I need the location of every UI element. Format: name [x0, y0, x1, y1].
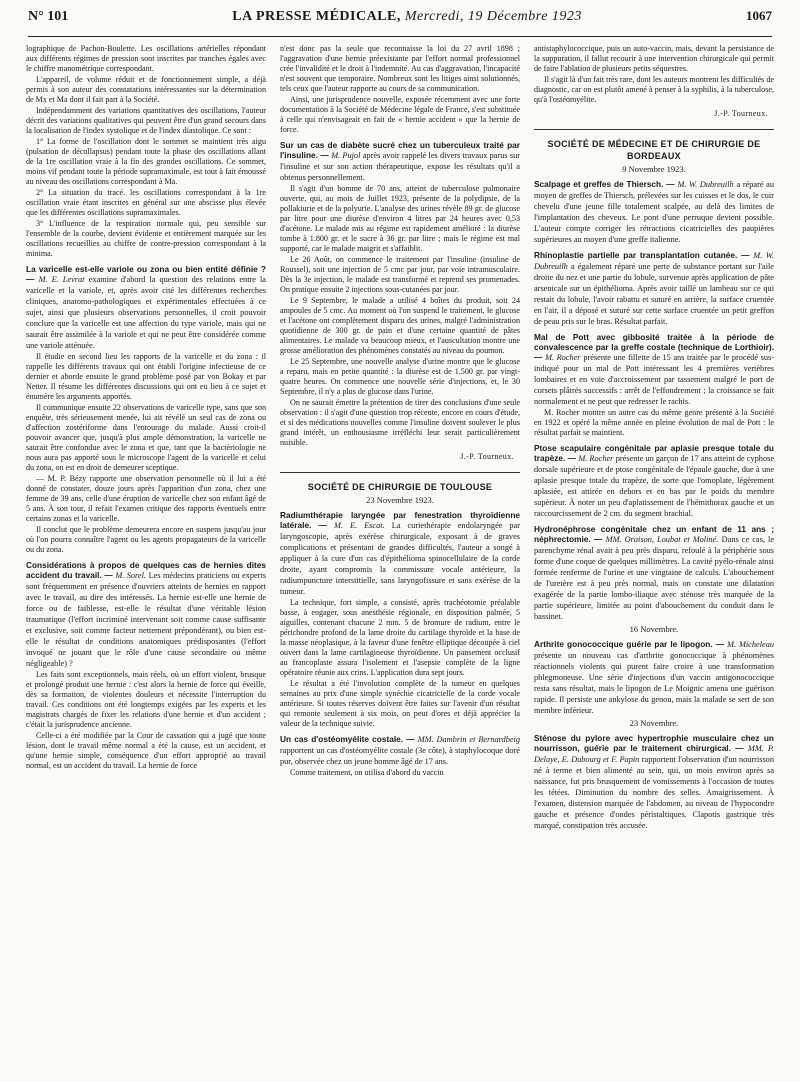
article-title: Rhinoplastie partielle par transplantation cutanée. — [534, 250, 750, 260]
article-title: Scalpage et greffes de Thiersch. — [534, 179, 675, 189]
paragraph: Les faits sont exceptionnels, mais réels, où un effort violent, brusque et prolongé produit une hernie : c'est alors la hernie de force qui éveille, dès sa formation, de violentes douleurs et nécessite l'interruption du travail. Ces conditions ont été longtemps exigées par les experts et les magistrats chargés de fixer les relations d'une hernie et d'un accident ; c'était la jurisprudence ancienne. [26, 670, 266, 729]
article-text: rapportent un cas d'ostéomyélite costale (3e côte), à staphylocoque doré pur, observée chez un jeune homme âgé de 17 ans. [280, 746, 520, 766]
article-author: M. E. Escat. [334, 521, 385, 530]
article-title: Mal de Pott avec gibbosité traitée à la période de convalescence par la greffe costale (technique de Lorthioir). — [534, 332, 774, 362]
paragraph: Le résultat a été l'involution complète de la tumeur en quelques semaines au prix d'une simple synéchie cicatricielle de la corde vocale antérieure. Si toutes réserves doivent être faites sur l'avenir d'un résultat qui remonte seulement à six mois, on peut d'ores et déjà apprécier la valeur de la technique suivie. [280, 679, 520, 728]
paragraph: 3° L'influence de la respiration normale qui, peu sensible sur l'ensemble de la courbe, devient évidente et entièrement marquée sur les oscillations recueillies au chiffre de contre-pression correspondant à la minima. [26, 219, 266, 258]
session-date: 23 Novembre. [629, 718, 679, 728]
article-author: MM. P. Delaye, E. Dubourg et F. Papin [534, 744, 774, 764]
paragraph: On ne saurait émettre la prétention de tirer des conclusions d'une seule observation : il s'agit d'une question trop récente, encore en cours d'étude, et si des médications nouvelles comme l'insuline doivent soulever le plus grand intérêt, un enthousiasme irréfléchi leur serait particulièrement nuisible. [280, 398, 520, 447]
article-heading [534, 332, 774, 407]
article-title: Sténose du pylore avec hypertrophie musculaire chez un nourrisson, guérie par le traitement chirurgical. — [534, 733, 774, 753]
article-author: M. Rocher [545, 353, 581, 362]
paragraph: Il s'agit là d'un fait très rare, dont les auteurs montrent les difficultés de diagnostic, car on est plutôt amené à penser à la syphilis, à la tuberculose, qu'à l'ostéomyélite. [534, 75, 774, 104]
session-date: 23 Novembre 1923. [366, 495, 434, 505]
paragraph: 2° La situation du tracé. les oscillations correspondant à la 1re oscillation vraie étant inscrites en général sur une abscisse plus élevée que les différentes oscillations supramaximales. [26, 188, 266, 217]
article-author: M. Rocher [578, 454, 614, 463]
signature: J.-P. Tourneux. [714, 109, 768, 118]
article-heading [26, 560, 266, 669]
paragraph: 1° La forme de l'oscillation dont le sommet se maintient très aigu (pulsation de décollapsus) pendant toute la phase des oscillations allant de la 1re oscillation vraie à la fin des grandes oscillations. Ce sommet, moins vif pendant toute la période supramaximale, est tout à fait émoussé au niveau des oscillations correspondant à Ma. [26, 137, 266, 186]
article-title: Radiumthérapie laryngée par fenestration thyroïdienne latérale. — [280, 510, 520, 530]
article-author: M. Sorel. [115, 571, 146, 580]
article-title: Hydronéphrose congénitale chez un enfant de 11 ans ; néphrectomie. — [534, 524, 774, 544]
article-text: Les médecins praticiens ou experts sont fréquemment en présence d'ouvriers atteints de hernies en rapport avec le travail, au dire des intéressés. La hernie est-elle une hernie de force ou de faiblesse, est-elle le résultat d'une véritable lésion traumatique (l'effort incriminé intervenant soit comme cause suffisante et exclusive, soit comme facteur nettement prépondérant), ou bien est-elle le résultat de conditions anatomiques prédisposantes (l'effort invoqué ne jouant que le rôle d'une cause secondaire ou même négligeable) ? [26, 571, 266, 668]
paragraph: — M. P. Bézy rapporte une observation personnelle où il lui a été donné de constater, douze jours après l'apparition d'un zona, chez une femme de 39 ans, celle d'une éruption de varicelle chez son enfant âgé de 5 ans. À son tour, il refait l'examen critique des rapports éventuels entre certains zonas et la varicelle. [26, 474, 266, 523]
article-text: a également réparé une perte de substance portant sur l'aile droite du nez et une partie du lobule, survenue après application de pâte arsenicale sur un épithélioma. Après avoir taillé un lambeau sur ce qui restait du lobule, l'avoir rabattu et suturé en arrière, la surface cruentée en l'air, il a déposé et suturé sur cette surface cruentée un petit greffon de peau pris sur le bras. Résultat parfait. [534, 262, 774, 326]
article-text: rapportent l'observation d'un nourrisson né à terme et bien alimenté au sein, qui, un mois environ après sa naissance, fut pris brusquement de vomissements à l'occasion de toutes les tétées. Diminution du nombre des selles. Amaigrissement. À l'examen, distension marquée de l'abdomen, au niveau de l'hypocondre gauche et présence d'ondes péristaltiques. Clapotis gastrique très marqué, constipation très accusée. [534, 755, 774, 830]
article-author: M. W. Dubreuilh [534, 251, 774, 271]
article-heading [26, 264, 266, 351]
article-title: Sur un cas de diabète sucré chez un tuberculeux traité par l'insuline. — [280, 140, 520, 160]
article-heading [534, 639, 774, 716]
article-heading [280, 510, 520, 597]
article-author: M. E. Levrat [38, 275, 85, 284]
journal-title: LA PRESSE MÉDICALE, [232, 9, 401, 24]
article-text: présente un nouveau cas d'arthrite gonococcique à phénomènes réactionnels violents qui purent faire croire à une transformation phlegmoneuse. Une série d'injections d'un vaccin antigonococcique resta sans résultat, mais le lipogon de Le Moignic amena une guérison rapide. Il persiste une ankylose du genou, mais la malade se sert de son membre inférieur. [534, 651, 774, 715]
columns [26, 44, 774, 1070]
session-date: 9 Novembre 1923. [622, 164, 686, 174]
paragraph: Le 26 Août, on commence le traitement par l'insuline (insuline de Roussel), soit une injection de 5 cmc par jour, par voie intramusculaire. Dès la 3e injection, le malade est transformé et reprend ses promenades. On pratique ensuite 2 injections sous-cutanées par jour. [280, 255, 520, 294]
signature: J.-P. Tourneux. [460, 452, 514, 461]
article-author: MM. Dambrin et Bernardbeig [417, 735, 520, 744]
article-heading [534, 524, 774, 622]
article-heading [534, 733, 774, 831]
article-text: a réparé au moyen de greffes de Thiersch, prélevées sur les cuisses et le dos, le cuir chevelu d'une jeune fille totalement scalpée, au delà des limites de l'implantation des cheveux. Le pont d'une perruque devient possible. L'auteur compte corriger les rétractions cicatricielles des paupières supérieures au moyen d'une greffe italienne. [534, 180, 774, 244]
issue-number: N° 101 [28, 9, 69, 24]
paragraph: Il étudie en second lieu les rapports de la varicelle et du zona : il rappelle les différents travaux qui ont établi l'origine infectieuse de ce dernier et aborde ensuite le grand problème posé par von Bokay et par Netter. Il résume les différentes discussions qui ont eu lieu à ce sujet et énumère les arguments apportés. [26, 352, 266, 401]
page-number: 1067 [746, 8, 772, 23]
article-heading [280, 734, 520, 767]
article-text: après avoir rappelé les divers travaux parus sur l'insuline et sur son action thérapeutique, expose les résultats qu'il a obtenus personnellement. [280, 151, 520, 182]
article-title: Considérations à propos de quelques cas de hernies dites accident du travail. — [26, 560, 266, 580]
issue-date: Mercredi, 19 Décembre 1923 [404, 9, 582, 24]
paragraph: Le 9 Septembre, le malade a utilisé 4 boîtes du produit, soit 24 ampoules de 5 cmc. Au moment où l'on suspend le traitement, le glucose et l'acétone ont complètement disparu des urines, malgré l'administration quotidienne de 300 gr. de pain et d'une certaine quantité de pâtes alimentaires. Le malade va beaucoup mieux, et l'auscultation montre une grosse amélioration des phénomènes constatés au niveau du poumon. [280, 296, 520, 355]
paragraph: Il s'agit d'un homme de 70 ans, atteint de tuberculose pulmonaire ouverte, qui, au mois de Juillet 1923, présente de la polydipsie, de la pollakiurie et de la polyurie. L'analyse des urines révèle 89 gr. de glucose par litre pour une diurèse d'environ 4 litres par 24 heures avec 0,53 d'acétone. Le malade mis au régime est rapidement amélioré : la diurèse tombe à 1.800 gr. et le sucre à 36 gr. par litre ; mais le régime est mal supporté, car le malade maigrit et s'affaiblit. [280, 184, 520, 253]
article-title: Un cas d'ostéomyélite costale. — [280, 734, 415, 744]
article-author: M. Pujol [331, 151, 361, 160]
article-title: Arthrite gonococcique guérie par le lipogon. — [534, 639, 725, 649]
article-title: Ptose scapulaire congénitale par aplasie presque totale du trapèze. — [534, 443, 774, 463]
column-2 [280, 44, 520, 1070]
article-author: M. Micheleau [727, 640, 774, 649]
article-text: La curiethérapie endolaryngée par laryngoscopie, après exérèse chirurgicale, exposant à de graves complications et présentant de grandes difficultés, l'auteur a songé à appliquer à la cure d'un cas d'épithélioma spinocellulaire de la corde droite, ayant compromis la commissure vocale antérieure, la radiumpuncture interstitielle, sans laryngofissure et sans exérèse de la tumeur. [280, 521, 520, 596]
article-text: examine d'abord la question des relations entre la varicelle et la variole, et, après avoir cité les différentes recherches cliniques, anatomo-pathologiques et expérimentales effectuées à ce sujet, ainsi que plusieurs observations personnelles, il croit pouvoir conclure que la varicelle est une affection du type variole, mais qui ne saurait être assimilée à la variole et qui ne peut être considérée comme une variole atténuée. [26, 275, 266, 350]
paragraph: n'est donc pas la seule que reconnaisse la loi du 27 avril 1898 ; l'aggravation d'une hernie préexistante par l'effort normal professionnel crée l'invalidité et le droit à l'indemnité. Au cas d'aggravation, l'incapacité n'est souvent que temporaire. Nombreux sont les litiges ainsi solutionnés, tels ceux que l'auteur rapporte au cours de sa communication. [280, 44, 520, 93]
paragraph: Celle-ci a été modifiée par la Cour de cassation qui a jugé que toute lésion, dont le travail même normal a été la cause, est un accident, et qu'une hernie simple, conséquence d'un effort approprié au travail normal, est un accident du travail. La hernie de force [26, 731, 266, 770]
paragraph: Il communique ensuite 22 observations de varicelle type, sans que son enquête, très sérieusement menée, lui ait révélé un seul cas de zona ou d'affection zostériforme dans l'entourage du malade. Aussi croit-il pouvoir avancer que, jusqu'à plus ample démonstration, la varicelle ne saurait être confondue avec le zona et que, tant que la bactériologie ne nous aura pas apporté sous le microscope l'agent de la varicelle et celui du zona, on est en droit de demeurer sceptique. [26, 403, 266, 472]
article-text: présente une fillette de 15 ans traitée par le procédé sus-indiqué pour un mal de Pott intéressant les 4 premières vertèbres lombaires et en voie d'accroissement par tassement malgré le port de corsets plâtrés successifs : arrêt de l'effondrement ; la croissance se fait normalement et ne peut que redresser le rachis. [534, 353, 774, 406]
paragraph: antistaphylococcique, puis un auto-vaccin, mais, devant la persistance de la suppuration, il fallut recourir à une intervention chirurgicale qui permit de faire l'ablation de plusieurs petits séquestres. [534, 44, 774, 73]
session-date: 16 Novembre. [629, 624, 679, 634]
article-text: présente un garçon de 17 ans atteint de cyphose dorsale supérieure et de ptose congénitale de l'épaule gauche, due à une aplasie presque totale du trapèze, de sorte que l'omoplate, légèrement aplasiée, est attirée en dehors et en bas par le poids du membre supérieur. À noter un peu d'aplatissement de l'hémithorax gauche et un raccourcissement de 2 cm. du segment brachial. [534, 454, 774, 518]
article-author: M. W. Dubreuilh [677, 180, 734, 189]
paragraph: lographique de Pachon-Boulette. Les oscillations artérielles répondant aux différents régimes de pression sont inscrites par tranches égales avec le chiffre manométrique correspondant. [26, 44, 266, 73]
article-heading [534, 443, 774, 519]
paragraph: Il conclut que le problème demeurera encore en suspens jusqu'au jour où l'on pourra connaître l'agent ou les agents propagateurs de la varicelle ou du zona. [26, 525, 266, 554]
article-heading [534, 179, 774, 245]
column-1 [26, 44, 266, 1070]
page-header [28, 8, 772, 37]
paragraph: La technique, fort simple, a consisté, après trachéotomie préalable basse, à engager, sous anesthésie régionale, en disposition palmée, 5 aiguilles, contenant chacune 2 mm. 5 de bromure de radium, entre le périchondre profond de la lame droite du cartilage thyroïde et la base de la masse néoplasique, à la faveur d'une fenêtre elliptique découpée à ciel ouvert dans la lame cartilagineuse thyroïdienne. Un pansement occlusif au francoplaste assura l'isolement et l'asepsie complète de la ligne opératoire réunie aux crins. L'application dura sept jours. [280, 598, 520, 677]
section-title: SOCIÉTÉ DE CHIRURGIE DE TOULOUSE [280, 472, 520, 493]
paragraph: Le 25 Septembre, une nouvelle analyse d'urine montre que le glucose a reparu, mais en petite quantité : la diurèse est de 1.500 gr. par vingt-quatre heures. On commence une nouvelle série d'injections, et, le 30 Septembre, il n'y a plus de glucose dans l'urine. [280, 357, 520, 396]
masthead [232, 9, 582, 25]
section-title: SOCIÉTÉ DE MÉDECINE ET DE CHIRURGIE DE BORDEAUX [534, 129, 774, 162]
article-author: MM. Oraison, Loubat et Moliné. [605, 535, 719, 544]
paragraph: Comme traitement, on utilisa d'abord du vaccin [290, 768, 444, 777]
paragraph: Indépendamment des variations quantitatives des oscillations, l'auteur décrit des variations qualitatives qui peuvent être d'un grand secours dans la localisation de l'index systolique et de l'index diastolique. Ce sont : [26, 106, 266, 135]
paragraph: M. Rocher montre un autre cas du même genre présenté à la Société en 1922 et opéré la même année en pleine évolution de mal de Pott : le résultat parfait se maintient. [534, 408, 774, 437]
article-heading [280, 140, 520, 183]
article-heading [534, 250, 774, 327]
paragraph: L'appareil, de volume réduit et de fonctionnement simple, a déjà permis à son auteur des constatations intéressantes sur la détermination de Mx et Ma dont il fait part à la Société. [26, 75, 266, 104]
article-text: Dans ce cas, le parenchyme rénal avait à peu près disparu, refoulé à la périphérie sous forme d'une coque de quelques millimètres. La cavité pyélo-rénale ainsi formée renferme de l'urine et une vingtaine de calculs. L'abouchement de l'uretère est à peu près normal, mais on constate une dilatation exagérée de la partie lombo-iliaque avec sténose très marquée de la partie supérieure, limitée au point d'abouchement du conduit dans le bassinet. [534, 535, 774, 621]
column-3 [534, 44, 774, 1070]
paragraph: Ainsi, une jurisprudence nouvelle, exposée récemment avec une forte documentation à la Société de Médecine légale de France, s'est substituée à celle qui n'envisageait en fait de « hernie accident » que la hernie de force. [280, 95, 520, 134]
article-title: La varicelle est-elle variole ou zona ou bien entité définie ? — [26, 264, 266, 284]
